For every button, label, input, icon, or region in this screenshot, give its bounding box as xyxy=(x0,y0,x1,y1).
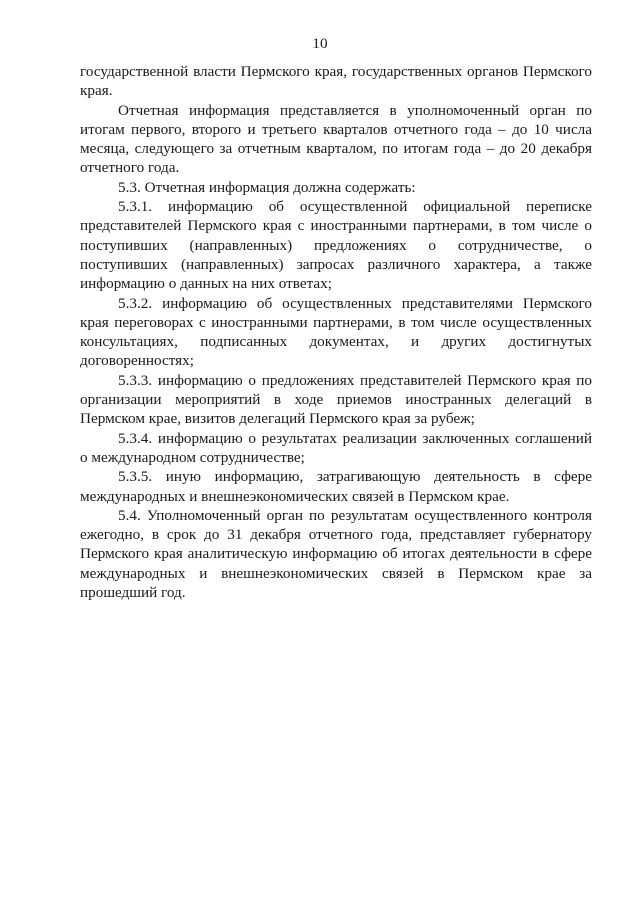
paragraph-5-3-3: 5.3.3. информацию о предложениях представителей Пермского края по организации мероприятий в ходе приемов иностранных делегаций в Пермском крае, визитов делегаций Пермского края за рубеж; xyxy=(80,371,592,428)
page-number: 10 xyxy=(312,35,328,52)
paragraph-5-4: 5.4. Уполномоченный орган по результатам осуществленного контроля ежегодно, в срок до 31 декабря отчетного года, представляет губернатору Пермского края аналитическую информацию об итогах деятельности в сфере международных и внешнеэкономических связей в Пермском крае за прошедший год. xyxy=(80,506,592,602)
paragraph-5-3: 5.3. Отчетная информация должна содержать: xyxy=(118,178,416,196)
paragraph-continuation: государственной власти Пермского края, государственных органов Пермского края. xyxy=(80,63,592,100)
paragraph-reporting-deadlines: Отчетная информация представляется в уполномоченный орган по итогам первого, второго и третьего кварталов отчетного года – до 10 числа месяца, следующего за отчетным кварталом, по итогам года – до 20 декабря отчетного года. xyxy=(80,101,592,177)
paragraph-5-3-1: 5.3.1. информацию об осуществленной официальной переписке представителей Пермского края с иностранными партнерами, в том числе о поступивших (направленных) предложениях о сотрудничестве, о поступивших (направленных) запросах различного характера, а также информацию о данных на них ответах; xyxy=(80,198,592,293)
paragraph-5-3-2: 5.3.2. информацию об осуществленных представителями Пермского края переговорах с иностранными партнерами, в том числе осуществленных консультациях, подписанных документах, и других достигнутых договоренностях; xyxy=(80,294,592,370)
document-body xyxy=(80,62,592,602)
paragraph-5-3-5: 5.3.5. иную информацию, затрагивающую деятельность в сфере международных и внешнеэкономических связей в Пермском крае. xyxy=(80,468,592,505)
paragraph-5-3-4: 5.3.4. информацию о результатах реализации заключенных соглашений о международном сотрудничестве; xyxy=(80,429,592,466)
